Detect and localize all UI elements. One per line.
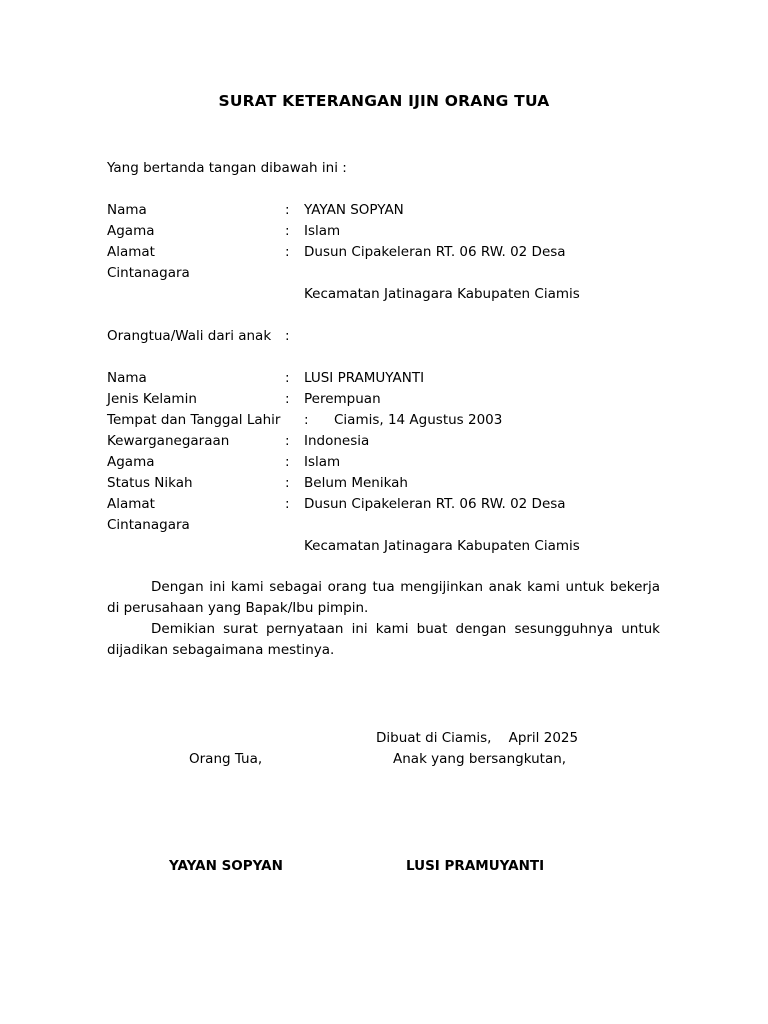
child-address-value: Dusun Cipakeleran RT. 06 RW. 02 Desa xyxy=(304,496,566,512)
colon: : xyxy=(285,433,290,449)
colon: : xyxy=(285,391,290,407)
child-gender-label: Jenis Kelamin xyxy=(107,391,197,407)
child-gender-value: Perempuan xyxy=(304,391,381,407)
child-marital-value: Belum Menikah xyxy=(304,475,408,491)
colon: : xyxy=(285,370,290,386)
signer-right-name: LUSI PRAMUYANTI xyxy=(406,858,545,874)
child-address-value-2: Kecamatan Jatinagara Kabupaten Ciamis xyxy=(304,538,580,554)
signer-right-role: Anak yang bersangkutan, xyxy=(393,751,567,767)
child-address-wrap: Cintanagara xyxy=(107,517,190,533)
child-religion-value: Islam xyxy=(304,454,341,470)
child-religion-label: Agama xyxy=(107,454,155,470)
parent-address-label: Alamat xyxy=(107,244,155,260)
document-title: SURAT KETERANGAN IJIN ORANG TUA xyxy=(218,92,550,110)
child-birth-label: Tempat dan Tanggal Lahir xyxy=(107,412,281,428)
paragraph-closing-text: Demikian surat pernyataan ini kami buat dengan sesungguhnya untuk dijadikan sebagaimana mestinya. xyxy=(107,621,660,658)
colon: : xyxy=(285,475,290,491)
parent-address-value-2: Kecamatan Jatinagara Kabupaten Ciamis xyxy=(304,286,580,302)
intro-text: Yang bertanda tangan dibawah ini : xyxy=(107,160,347,176)
child-marital-label: Status Nikah xyxy=(107,475,193,491)
child-name-value: LUSI PRAMUYANTI xyxy=(304,370,425,386)
parent-address-value: Dusun Cipakeleran RT. 06 RW. 02 Desa xyxy=(304,244,566,260)
parent-religion-value: Islam xyxy=(304,223,341,239)
parent-name-label: Nama xyxy=(107,202,147,218)
signer-left-role: Orang Tua, xyxy=(189,751,263,767)
place-date: Dibuat di Ciamis, April 2025 xyxy=(376,730,579,746)
paragraph-permission xyxy=(107,577,660,619)
paragraph-permission-text: Dengan ini kami sebagai orang tua mengijinkan anak kami untuk bekerja di perusahaan yang Bapak/Ibu pimpin. xyxy=(107,579,660,616)
paragraph-closing xyxy=(107,619,660,661)
parent-address-wrap: Cintanagara xyxy=(107,265,190,281)
child-name-label: Nama xyxy=(107,370,147,386)
colon: : xyxy=(285,496,290,512)
parent-religion-label: Agama xyxy=(107,223,155,239)
colon: : xyxy=(285,454,290,470)
child-citizenship-label: Kewarganegaraan xyxy=(107,433,230,449)
guardian-label: Orangtua/Wali dari anak xyxy=(107,328,272,344)
child-citizenship-value: Indonesia xyxy=(304,433,370,449)
colon: : xyxy=(285,244,290,260)
colon: : xyxy=(304,412,309,428)
child-address-label: Alamat xyxy=(107,496,155,512)
child-birth-value: Ciamis, 14 Agustus 2003 xyxy=(334,412,503,428)
signer-left-name: YAYAN SOPYAN xyxy=(169,858,283,874)
colon: : xyxy=(285,328,290,344)
colon: : xyxy=(285,223,290,239)
colon: : xyxy=(285,202,290,218)
parent-name-value: YAYAN SOPYAN xyxy=(304,202,404,218)
